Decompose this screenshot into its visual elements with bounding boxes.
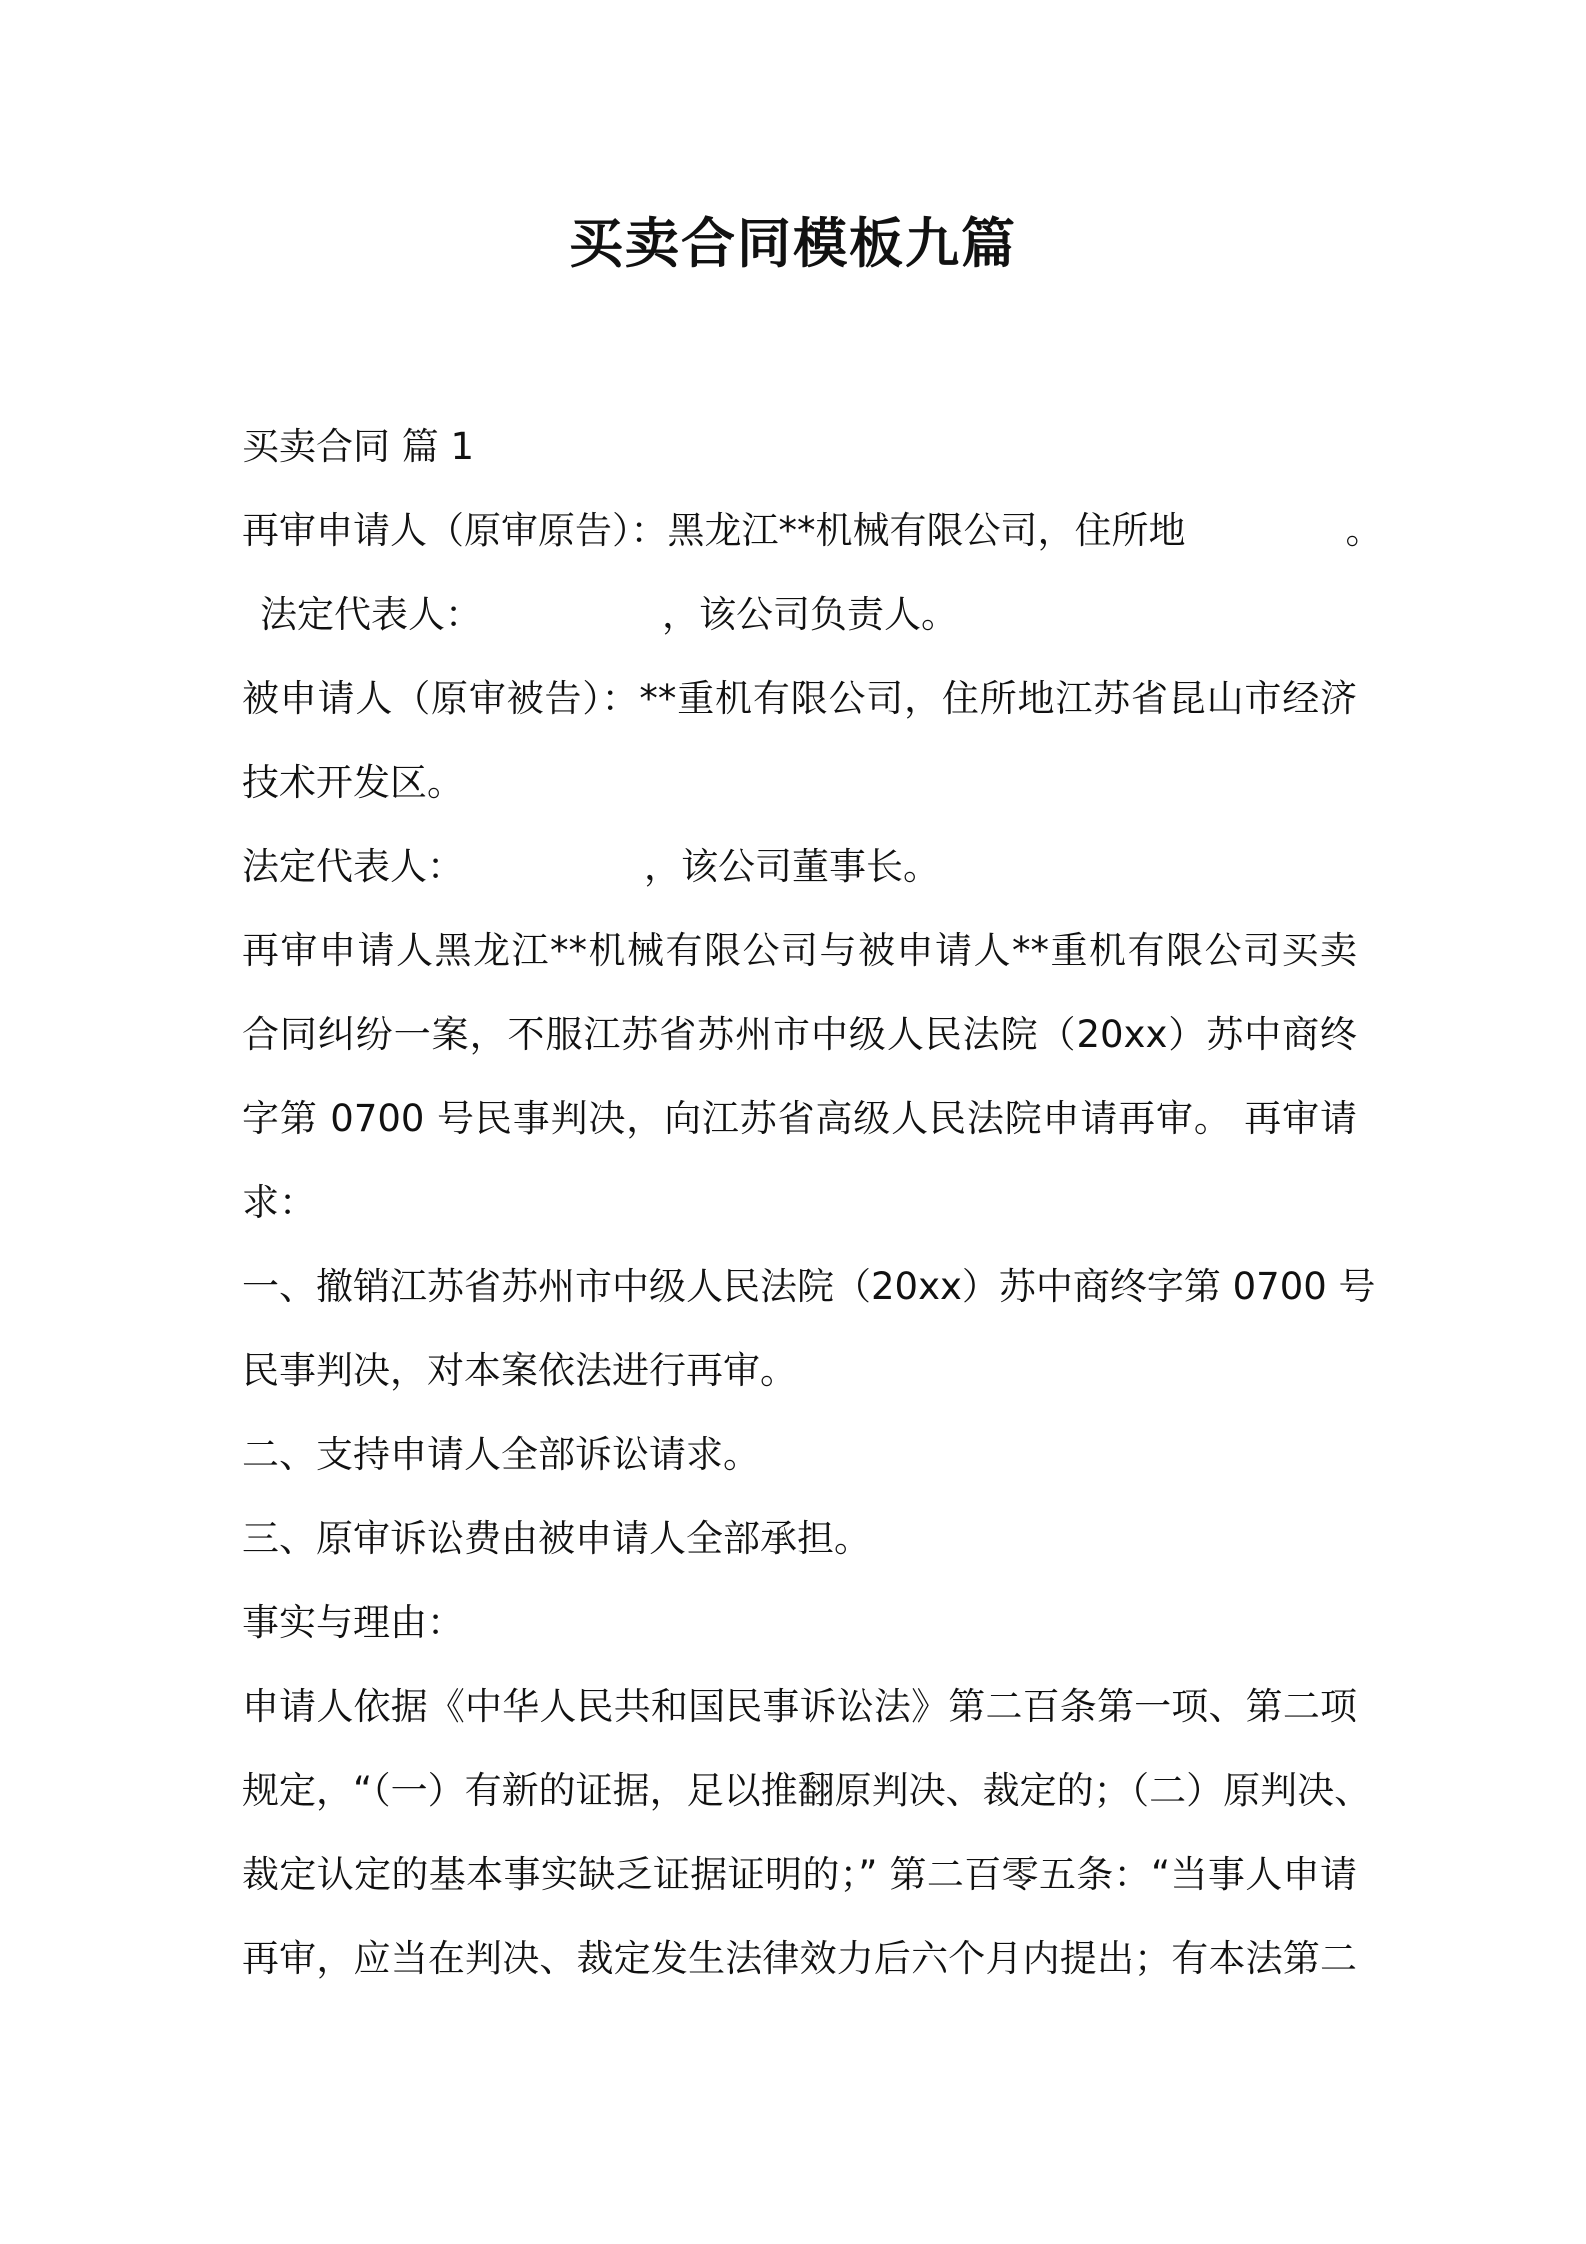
period-mark: 。 — [1345, 509, 1383, 552]
paragraph-line — [242, 489, 1383, 573]
legal-rep-role: ，该公司董事长。 — [644, 845, 940, 888]
paragraph-line: 申请人依据《中华人民共和国民事诉讼法》第二百条第一项、第二项 — [242, 1685, 1357, 1728]
section-heading: 买卖合同 篇 1 — [242, 425, 475, 468]
paragraph-line: 三、原审诉讼费由被申请人全部承担。 — [242, 1517, 871, 1560]
paragraph-line: 裁定认定的基本事实缺乏证据证明的；” 第二百零五条：“当事人申请 — [242, 1853, 1357, 1896]
paragraph-line: 再审，应当在判决、裁定发生法律效力后六个月内提出；有本法第二 — [242, 1937, 1357, 1980]
document-title: 买卖合同模板九篇 — [569, 212, 1017, 275]
paragraph-line — [242, 573, 1372, 657]
paragraph-line: 被申请人（原审被告）：**重机有限公司，住所地江苏省昆山市经济 — [242, 677, 1357, 720]
paragraph-line: 一、撤销江苏省苏州市中级人民法院（20xx）苏中商终字第 0700 号 — [242, 1265, 1376, 1308]
paragraph-line: 技术开发区。 — [242, 761, 464, 804]
paragraph-line: 再审申请人黑龙江**机械有限公司与被申请人**重机有限公司买卖 — [242, 929, 1357, 972]
paragraph-line: 合同纠纷一案，不服江苏省苏州市中级人民法院（20xx）苏中商终 — [242, 1013, 1357, 1056]
legal-rep-label: 法定代表人： — [242, 845, 464, 888]
paragraph-line: 规定，“（一）有新的证据，足以推翻原判决、裁定的；（二）原判决、 — [242, 1769, 1372, 1812]
legal-rep-label: 法定代表人： — [260, 593, 482, 636]
paragraph-line: 事实与理由： — [242, 1601, 464, 1644]
paragraph-line: 字第 0700 号民事判决，向江苏省高级人民法院申请再审。 再审请 — [242, 1097, 1357, 1140]
legal-rep-role: ，该公司负责人。 — [662, 593, 958, 636]
document-body — [242, 405, 1383, 2001]
applicant-text: 再审申请人（原审原告）：黑龙江**机械有限公司，住所地 — [242, 509, 1186, 552]
paragraph-line: 求： — [242, 1181, 316, 1224]
paragraph-line: 民事判决，对本案依法进行再审。 — [242, 1349, 797, 1392]
paragraph-line: 二、支持申请人全部诉讼请求。 — [242, 1433, 760, 1476]
paragraph-line — [242, 825, 1372, 909]
